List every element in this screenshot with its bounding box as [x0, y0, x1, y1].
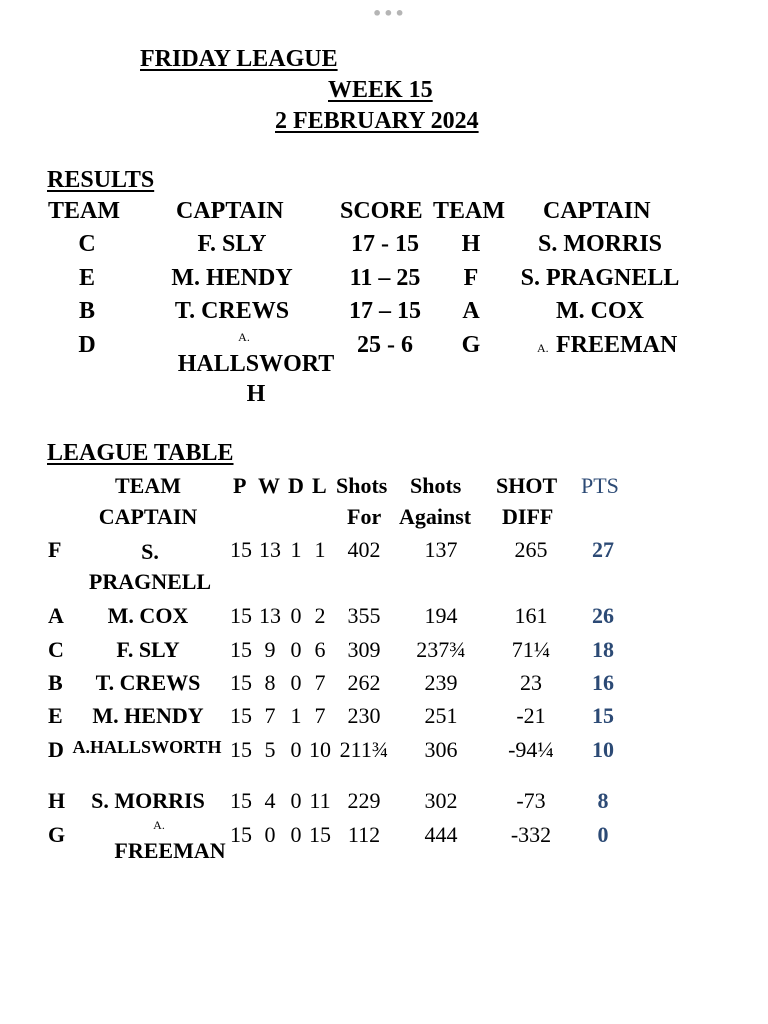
result-team-home: D	[78, 332, 96, 358]
league-row-shots-for: 262	[347, 670, 381, 695]
result-team-away: F	[463, 265, 479, 291]
league-row-shot-diff: -332	[510, 822, 552, 847]
league-row-points: 18	[592, 637, 614, 662]
league-row-team: F	[48, 537, 62, 562]
league-row-shots-against: 251	[424, 703, 458, 728]
league-row-drawn: 0	[290, 737, 302, 762]
league-row-played: 15	[230, 637, 252, 662]
league-row-captain-initial: A.	[153, 818, 165, 832]
league-row-shot-diff: 265	[514, 537, 548, 562]
league-header-shot: SHOT	[496, 473, 558, 498]
league-row-shot-diff: 161	[514, 603, 548, 628]
results-header-captain: CAPTAIN	[176, 198, 284, 224]
league-row-lost: 2	[314, 603, 326, 628]
league-header-d: D	[288, 473, 304, 498]
league-row-shots-against: 444	[424, 822, 458, 847]
league-row-lost: 10	[309, 737, 331, 762]
league-row-won: 7	[264, 703, 276, 728]
league-row-captain: A.HALLSWORTH	[72, 737, 222, 757]
result-score: 17 – 15	[349, 298, 421, 324]
league-row-played: 15	[230, 703, 252, 728]
league-row-won: 13	[259, 603, 281, 628]
result-team-home: C	[78, 231, 96, 257]
league-header-l: L	[312, 473, 327, 498]
result-captain-home: T. CREWS	[174, 298, 290, 324]
league-row-lost: 15	[309, 822, 331, 847]
results-heading: RESULTS	[47, 167, 155, 193]
league-row-shots-for: 355	[347, 603, 381, 628]
league-table-heading: LEAGUE TABLE	[47, 440, 234, 466]
league-row-points: 26	[592, 603, 614, 628]
league-row-played: 15	[230, 737, 252, 762]
result-captain-home-initial: A.	[238, 330, 250, 344]
league-row-shots-against: 137	[424, 537, 458, 562]
league-row-won: 8	[264, 670, 276, 695]
result-team-away: G	[461, 332, 481, 358]
league-row-team: E	[48, 703, 63, 728]
league-row-points: 27	[592, 537, 614, 562]
league-row-points: 10	[592, 737, 614, 762]
league-row-won: 13	[259, 537, 281, 562]
league-row-shots-for: 230	[347, 703, 381, 728]
league-row-captain: M. HENDY	[92, 703, 204, 728]
results-header-captain-2: CAPTAIN	[543, 198, 651, 224]
result-score: 17 - 15	[351, 231, 419, 257]
league-row-team: H	[48, 788, 66, 813]
result-captain-home: F. SLY	[197, 231, 267, 257]
league-header-p: P	[233, 473, 247, 498]
league-row-drawn: 1	[290, 703, 302, 728]
league-header-shots-against: Shots	[410, 473, 462, 498]
league-row-won: 0	[264, 822, 276, 847]
league-row-shots-against: 306	[424, 737, 458, 762]
league-row-shots-for: 309	[347, 637, 381, 662]
league-row-shots-for: 229	[347, 788, 381, 813]
league-row-points: 0	[597, 822, 609, 847]
league-row-shot-diff: 23	[520, 670, 542, 695]
league-row-captain: S. PRAGNELL	[88, 539, 212, 594]
more-horizontal-icon[interactable]: •••	[372, 4, 406, 23]
league-row-shots-for: 112	[347, 822, 381, 847]
result-score: 11 – 25	[349, 265, 421, 291]
results-header-team-2: TEAM	[433, 198, 505, 224]
league-row-lost: 6	[314, 637, 326, 662]
league-row-team: D	[48, 737, 64, 762]
league-row-shots-for: 402	[347, 537, 381, 562]
league-header-against: Against	[399, 504, 472, 529]
league-row-drawn: 0	[290, 670, 302, 695]
league-header-shots-for: Shots	[336, 473, 388, 498]
title-date: 2 FEBRUARY 2024	[275, 108, 479, 134]
result-captain-away: S. MORRIS	[537, 231, 663, 257]
title-week: WEEK 15	[328, 77, 433, 103]
league-header-team: TEAM	[115, 473, 181, 498]
league-row-lost: 7	[314, 670, 326, 695]
league-row-captain: T. CREWS	[95, 670, 201, 695]
result-team-away: H	[461, 231, 481, 257]
league-header-captain: CAPTAIN	[98, 504, 198, 529]
league-row-points: 8	[597, 788, 609, 813]
league-row-points: 16	[592, 670, 614, 695]
league-row-shot-diff: -21	[516, 703, 546, 728]
league-row-shot-diff: -94¼	[508, 737, 554, 762]
league-header-w: W	[258, 473, 280, 498]
result-captain-home: HALLSWORTH	[177, 351, 335, 407]
league-row-team: C	[48, 637, 64, 662]
league-row-drawn: 0	[290, 822, 302, 847]
league-row-shots-against: 302	[424, 788, 458, 813]
league-row-played: 15	[230, 603, 252, 628]
result-team-home: E	[78, 265, 96, 291]
league-row-drawn: 1	[290, 537, 302, 562]
league-row-drawn: 0	[290, 637, 302, 662]
results-header-score: SCORE	[340, 198, 423, 224]
title-league: FRIDAY LEAGUE	[140, 46, 338, 72]
result-captain-away: M. COX	[556, 298, 644, 324]
league-row-team: A	[48, 603, 64, 628]
result-captain-home: M. HENDY	[171, 265, 293, 291]
league-header-pts: PTS	[581, 473, 619, 498]
result-team-home: B	[78, 298, 96, 324]
result-captain-away: S. PRAGNELL	[520, 265, 680, 291]
league-row-played: 15	[230, 670, 252, 695]
league-row-lost: 1	[314, 537, 326, 562]
league-row-shots-against: 194	[424, 603, 458, 628]
league-row-played: 15	[230, 537, 252, 562]
league-row-drawn: 0	[290, 788, 302, 813]
league-header-diff: DIFF	[502, 504, 554, 529]
league-row-team: B	[48, 670, 63, 695]
league-row-won: 9	[264, 637, 276, 662]
league-row-lost: 11	[309, 788, 331, 813]
league-row-captain: F. SLY	[116, 637, 180, 662]
result-captain-away-initial: A.	[537, 341, 549, 355]
league-row-won: 4	[264, 788, 276, 813]
league-row-shots-against: 239	[424, 670, 458, 695]
league-row-captain: S. MORRIS	[91, 788, 205, 813]
league-row-won: 5	[264, 737, 276, 762]
league-header-for: For	[347, 504, 382, 529]
league-row-played: 15	[230, 788, 252, 813]
league-row-drawn: 0	[290, 603, 302, 628]
result-score: 25 - 6	[357, 332, 413, 358]
league-row-shot-diff: 71¼	[511, 637, 551, 662]
league-row-points: 15	[592, 703, 614, 728]
result-team-away: A	[462, 298, 480, 324]
league-row-shots-for: 211¾	[339, 737, 389, 762]
league-row-team: G	[48, 822, 66, 847]
league-row-captain: FREEMAN	[114, 838, 226, 863]
result-captain-away: FREEMAN	[556, 332, 678, 358]
league-row-lost: 7	[314, 703, 326, 728]
results-header-team: TEAM	[48, 198, 120, 224]
league-row-captain: M. COX	[107, 603, 189, 628]
league-row-played: 15	[230, 822, 252, 847]
league-row-shot-diff: -73	[516, 788, 546, 813]
league-row-shots-against: 237¾	[416, 637, 466, 662]
